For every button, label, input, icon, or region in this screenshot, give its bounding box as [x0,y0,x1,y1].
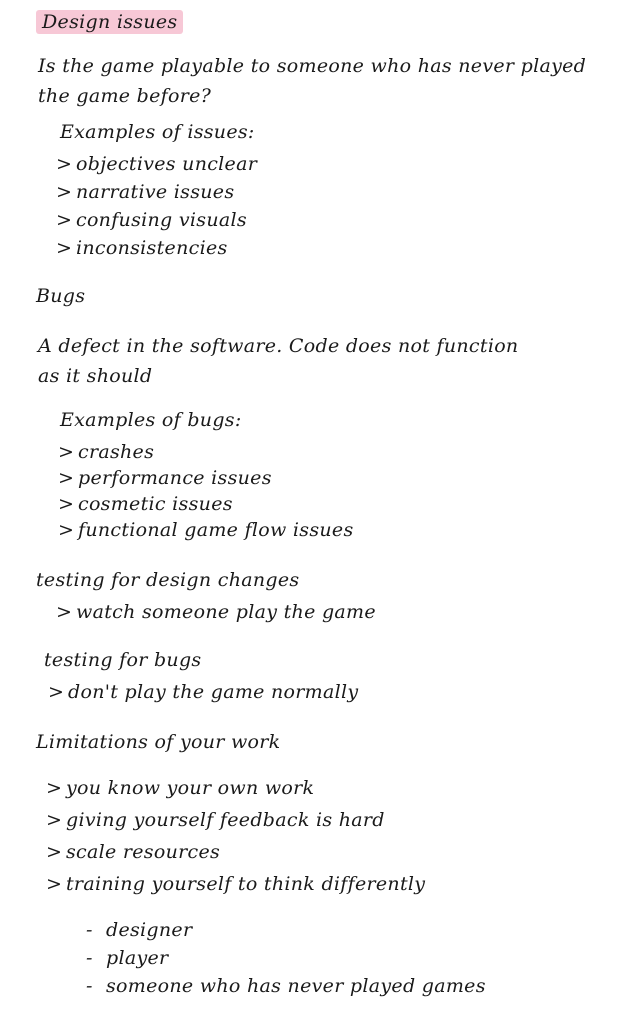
bug-example-text: performance issues [78,467,272,489]
arrow-icon: > [56,209,73,231]
limitation-sub-text: player [106,947,169,969]
arrow-icon: > [46,809,63,831]
arrow-icon: > [58,493,75,515]
dash-icon: - [86,947,93,969]
bug-example-text: functional game flow issues [78,519,354,541]
arrow-icon: > [56,601,73,623]
dash-icon: - [86,975,93,997]
limitation-text: giving yourself feedback is hard [66,809,385,831]
page-title [36,10,183,34]
title-highlight: Design issues [36,10,183,34]
arrow-icon: > [46,873,63,895]
arrow-icon: > [48,681,65,703]
design-question-line-1: Is the game playable to someone who has never played [38,55,587,77]
testing-design-item [56,600,376,624]
testing-design-text: watch someone play the game [76,601,376,623]
limitations-heading: Limitations of your work [36,731,281,753]
arrow-icon: > [56,153,73,175]
limitation-item [46,872,425,896]
bugs-definition-line-2: as it should [38,365,153,387]
limitation-text: scale resources [66,841,221,863]
arrow-icon: > [46,841,63,863]
bug-example-item [58,518,354,542]
arrow-icon: > [56,181,73,203]
limitation-item [46,840,220,864]
arrow-icon: > [58,519,75,541]
design-examples-heading: Examples of issues: [60,121,255,143]
limitation-item [46,808,385,832]
bugs-examples-heading: Examples of bugs: [60,409,242,431]
bug-example-text: crashes [78,441,155,463]
design-example-text: confusing visuals [76,209,247,231]
dash-icon: - [86,919,93,941]
limitation-sub-item [86,918,192,942]
limitation-text: you know your own work [66,777,315,799]
limitation-text: training yourself to think differently [66,873,426,895]
design-example-item [56,180,234,204]
design-question-line-2: the game before? [38,85,212,107]
arrow-icon: > [56,237,73,259]
limitation-sub-text: someone who has never played games [106,975,486,997]
bug-example-item [58,492,233,516]
arrow-icon: > [46,777,63,799]
design-example-item [56,152,257,176]
bugs-definition-line-1: A defect in the software. Code does not function [38,335,519,357]
limitation-item [46,776,314,800]
bugs-heading: Bugs [36,285,86,307]
limitation-sub-text: designer [106,919,193,941]
arrow-icon: > [58,467,75,489]
bug-example-item [58,440,154,464]
limitation-sub-item [86,974,486,998]
testing-bugs-heading: testing for bugs [44,649,202,671]
bug-example-text: cosmetic issues [78,493,233,515]
testing-design-heading: testing for design changes [36,569,300,591]
design-example-text: inconsistencies [76,237,228,259]
testing-bugs-item [48,680,358,704]
arrow-icon: > [58,441,75,463]
design-example-text: objectives unclear [76,153,258,175]
design-example-item [56,236,228,260]
design-example-item [56,208,247,232]
design-example-text: narrative issues [76,181,235,203]
bug-example-item [58,466,272,490]
testing-bugs-text: don't play the game normally [68,681,359,703]
limitation-sub-item [86,946,168,970]
